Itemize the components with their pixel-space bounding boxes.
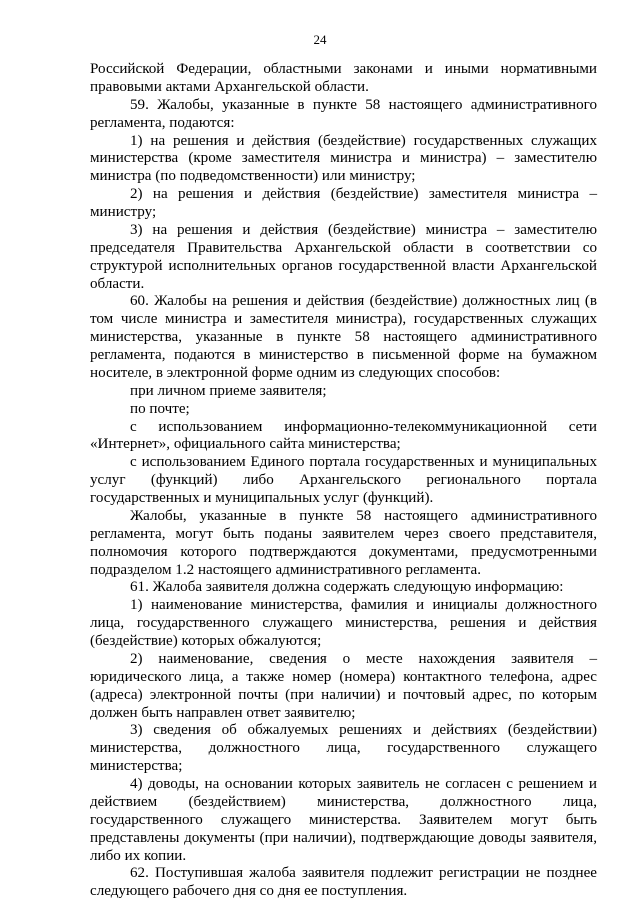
list-item-59-1: 1) на решения и действия (бездействие) государственных служащих министерства (кроме заместителя министра и министра) – заместителю министра (по подведомственности) или министру; [90,132,597,185]
document-body [90,61,597,901]
list-item-59-3: 3) на решения и действия (бездействие) министра – заместителю председателя Правительства Архангельской области в соответствии со структурой исполнительных органов государственной власти Архангельской области. [90,221,597,292]
list-item-60-portal: с использованием Единого портала государственных и муниципальных услуг (функций) либо Архангельского регионального портала государственных и муниципальных услуг (функций). [90,454,597,506]
paragraph-59: 59. Жалобы, указанные в пункте 58 настоящего административного регламента, подаются: [90,96,597,131]
list-item-60-internet: с использованием информационно-телекоммуникационной сети «Интернет», официального сайта министерства; [90,418,597,453]
list-item-60-personal: при личном приеме заявителя; [130,382,327,399]
page-number: 24 [313,32,327,47]
paragraph-60: 60. Жалобы на решения и действия (бездействие) должностных лиц (в том числе министра и заместителя министра), государственных служащих министерства, указанные в пункте 58 настоящего административного регламента, подаются в министерство в письменной форме на бумажном носителе, в электронной форме одним из следующих способов: [90,293,597,381]
paragraph-60-representative: Жалобы, указанные в пункте 58 настоящего административного регламента, могут быть поданы заявителем через своего представителя, полномочия которого подтверждаются документами, предусмотренными подразделом 1.2 настоящего административного регламента. [90,507,597,578]
list-item-59-2: 2) на решения и действия (бездействие) заместителя министра – министру; [90,186,597,220]
list-item-61-2: 2) наименование, сведения о месте нахождения заявителя – юридического лица, а также номер (номера) контактного телефона, адрес (адреса) электронной почты (при наличии) и почтовый адрес, по которым должен быть направлен ответ заявителю; [90,650,597,721]
paragraph-61: 61. Жалоба заявителя должна содержать следующую информацию: [130,579,564,596]
list-item-61-1: 1) наименование министерства, фамилия и инициалы должностного лица, государственного служащего министерства, решения и действия (бездействие) которых обжалуются; [90,597,597,649]
paragraph-62: 62. Поступившая жалоба заявителя подлежит регистрации не позднее следующего рабочего дня со дня ее поступления. [90,865,597,900]
list-item-61-4: 4) доводы, на основании которых заявитель не согласен с решением и действием (бездействием) министерства, должностного лица, государственного служащего министерства. Заявителем могут быть представлены документы (при наличии), подтверждающие доводы заявителя, либо их копии. [90,776,597,864]
paragraph-continuation: Российской Федерации, областными законами и иными нормативными правовыми актами Архангельской области. [90,61,597,95]
list-item-60-mail: по почте; [130,400,190,417]
list-item-61-3: 3) сведения об обжалуемых решениях и действиях (бездействии) министерства, должностного лица, государственного служащего министерства; [90,722,597,775]
